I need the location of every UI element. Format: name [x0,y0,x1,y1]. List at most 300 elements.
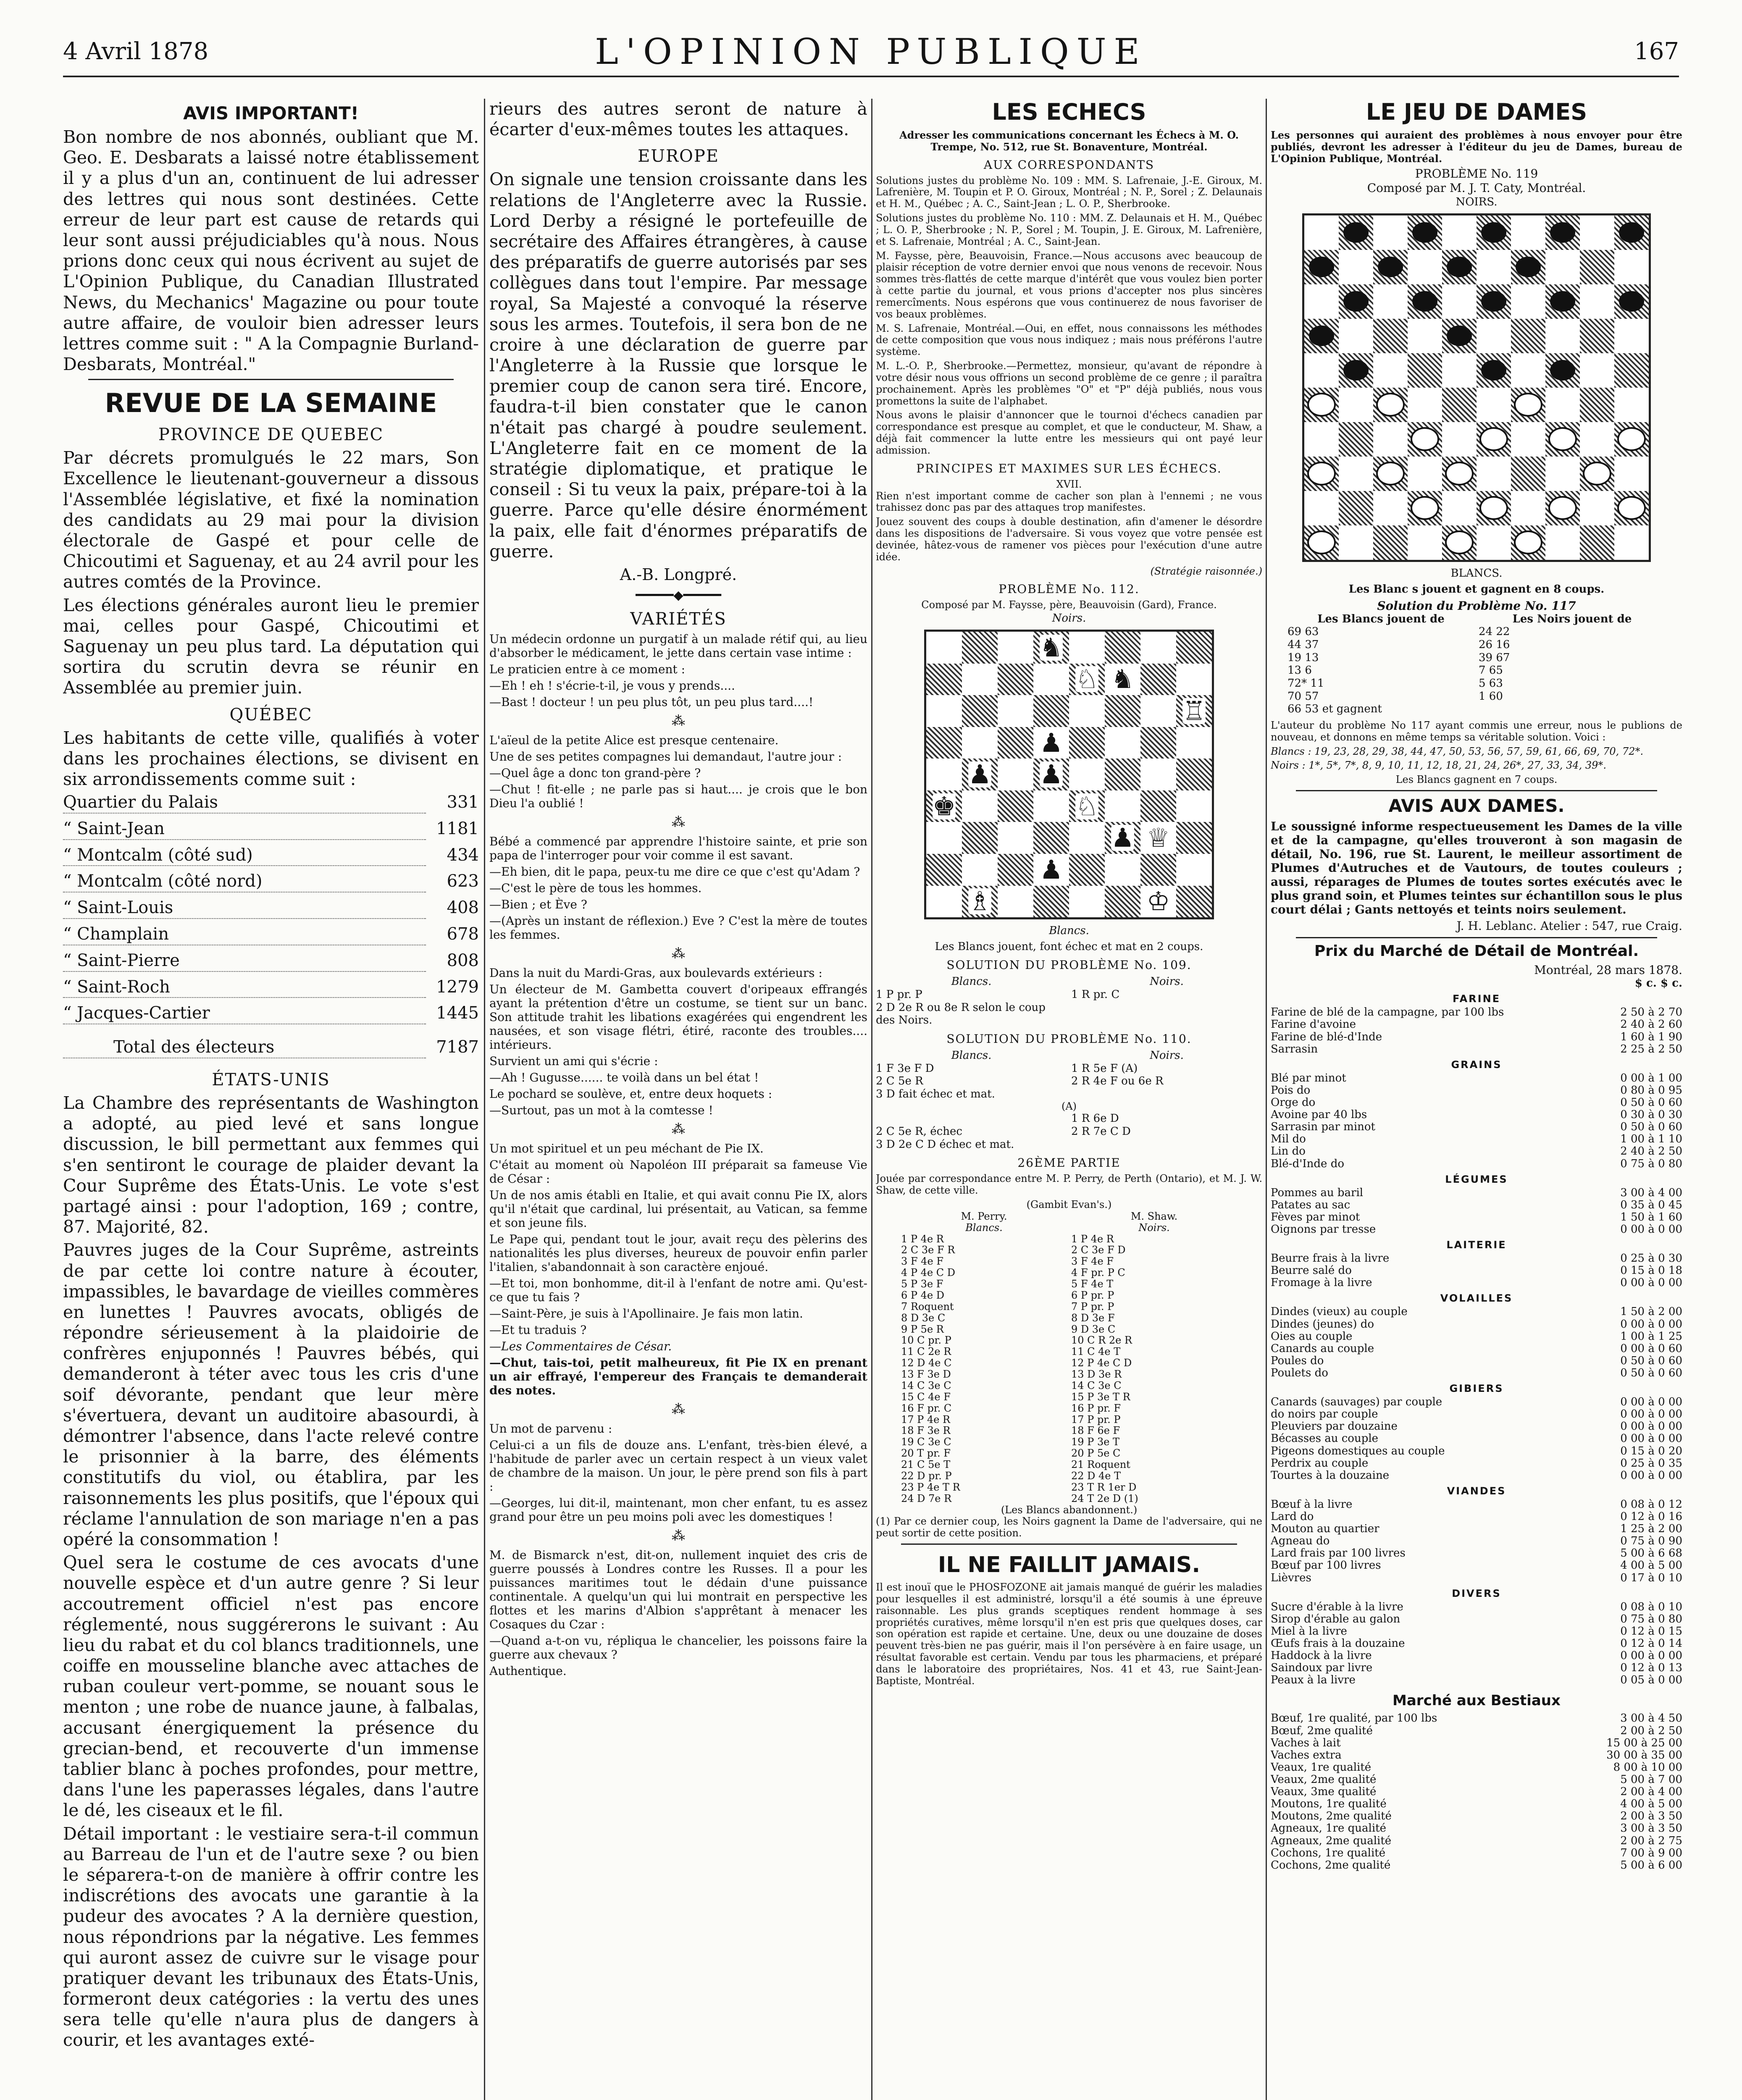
black-move: 2 C 3e F D [1071,1244,1126,1256]
price-row [1271,1043,1682,1055]
livestock-price: 3 00 à 3 50 [1620,1822,1682,1835]
checkers-square [1477,525,1511,560]
chess-piece: ♟ [1039,759,1063,790]
white-label: BLANCS. [1450,567,1503,580]
usa-title: ÉTATS-UNIS [212,1070,330,1090]
chess-problem-author: Composé par M. Faysse, père, Beauvoisin (Gard), France. [921,599,1217,611]
chess-square [1069,822,1105,854]
checkers-square [1373,353,1408,388]
white-piece [1479,496,1508,520]
price-item: Agneau do [1271,1535,1330,1548]
checkers-square [1304,422,1339,457]
livestock-row [1271,1847,1682,1859]
chess-piece: ♟ [1039,854,1063,885]
price-value: 0 80 à 0 95 [1620,1084,1682,1097]
price-row [1271,1031,1682,1043]
checkers-square [1339,284,1373,319]
black-piece [1412,291,1438,312]
livestock-item: Veaux, 1re qualité [1271,1761,1372,1774]
price-item: Mil do [1271,1133,1306,1146]
livestock-item: Vaches à lait [1271,1737,1341,1749]
chess-problem-title: PROBLÈME No. 112. [998,582,1140,596]
game-footnote: (1) Par ce dernier coup, les Noirs gagnent la Dame de l'adversaire, qui ne peut sortir de cette position. [876,1515,1262,1539]
checkers-square [1408,457,1442,491]
checkers-square [1580,525,1614,560]
white-move: 1 P 4e R [901,1233,944,1245]
price-value: 0 50 à 0 60 [1620,1354,1682,1367]
black-piece [1447,257,1472,277]
checkers-square [1580,215,1614,250]
price-row [1271,1662,1682,1674]
price-value: 0 08 à 0 10 [1620,1600,1682,1613]
chess-square [1033,759,1069,790]
black-move: 1 P 4e R [1071,1233,1114,1245]
chess-square [962,664,998,696]
black-piece [1378,257,1403,277]
checkers-square [1304,525,1339,560]
checkers-square [1442,215,1477,250]
checkers-square [1580,250,1614,284]
chess-square [1176,695,1212,727]
price-value: 1 50 à 1 60 [1620,1210,1682,1223]
divider [901,1544,1237,1545]
chess-square [1105,822,1140,854]
price-value: 0 00 à 0 60 [1620,1342,1682,1355]
checkers-square [1339,215,1373,250]
checkers-square [1339,491,1373,525]
price-value: 1 00 à 1 25 [1620,1330,1682,1343]
game-moves [876,1234,1262,1504]
checkers-square [1545,491,1580,525]
principes-body: Rien n'est important comme de cacher son plan à l'ennemi ; ne vous trahissez donc pas par des attaques trop manifestes. Jouez souvent des coups à double destination, afin d'amener le désordre dans les dispositions de l'adversaire. Si vous voyez que votre pensée est devinée, hâtez-vous de ramener vos pièces pour l'exécution d'une autre idée. (Stratégie raisonnée.) [876,490,1262,577]
white-move: 14 C 3e C [901,1379,951,1391]
price-row [1271,1318,1682,1331]
chess-square [1105,632,1140,664]
price-item: Dindes (vieux) au couple [1271,1306,1408,1318]
chess-square [926,727,962,759]
checkers-square [1477,388,1511,422]
black-piece [1343,360,1369,381]
black-move: 11 C 4e T [1071,1346,1121,1358]
chess-piece: ♞ [1111,664,1135,695]
price-value: 0 00 à 0 00 [1620,1396,1682,1409]
price-item: Blé-d'Inde do [1271,1158,1344,1170]
price-item: Pigeons domestiques au couple [1271,1445,1445,1457]
black-move: 7 P pr. P [1071,1300,1114,1312]
solution-109: Blancs. Noirs. 1 P pr. P 1 R pr. C 2 D 2e R ou 8e R selon le coup des Noirs. [876,975,1184,1027]
price-item: Pommes au baril [1271,1186,1364,1199]
chess-piece: ♟ [1039,727,1063,758]
black-piece [1481,291,1507,312]
price-row [1271,1133,1682,1145]
divider [1296,790,1657,791]
correspondents-title: AUX CORRESPONDANTS [983,158,1155,172]
principes-number: XVII. [1056,478,1082,490]
checkers-square [1304,353,1339,388]
white-move: 11 C 2e R [901,1346,951,1358]
chess-square [1176,886,1212,918]
column-1 [63,99,479,2100]
asterism: ⁂ [672,814,685,830]
black-label: NOIRS. [1456,195,1498,208]
chess-square [998,822,1033,854]
price-value: 0 00 à 0 00 [1620,1649,1682,1662]
livestock-row [1271,1859,1682,1872]
price-value: 0 12 à 0 13 [1620,1662,1682,1675]
chess-piece: ♖ [1182,696,1206,727]
varietes-title: VARIÉTÉS [630,609,727,629]
black-move: 12 P 4e C D [1071,1357,1132,1369]
checkers-square [1477,215,1511,250]
black-move: 24 T 2e D (1) [1071,1492,1138,1504]
checkers-square [1373,284,1408,319]
page-header [63,29,1679,77]
price-value: 0 25 à 0 35 [1620,1457,1682,1470]
checkers-square [1339,353,1373,388]
chess-square [1033,854,1069,886]
chess-square [1105,854,1140,886]
checkers-square [1614,422,1649,457]
price-row [1271,1097,1682,1109]
asterism: ⁂ [672,945,685,961]
checkers-square [1545,457,1580,491]
price-row [1271,1121,1682,1133]
price-item: Lard frais par 100 livres [1271,1547,1406,1560]
price-item: Beurre salé do [1271,1265,1352,1277]
chess-square [926,790,962,822]
checkers-square [1339,388,1373,422]
livestock-price: 2 00 à 2 75 [1620,1834,1682,1847]
white-piece [1514,530,1543,554]
checkers-square [1339,250,1373,284]
price-value: 3 00 à 4 00 [1620,1186,1682,1199]
price-row [1271,1559,1682,1572]
price-item: Dindes (jeunes) do [1271,1318,1374,1331]
black-move: 14 C 3e C [1071,1379,1122,1391]
checkers-square [1339,457,1373,491]
variation-label: (A) [1061,1100,1077,1112]
phosfozone-ad-title: IL NE FAILLIT JAMAIS. [938,1552,1201,1578]
usa-paragraph: Pauvres juges de la Cour Suprême, astreints de par cette loi contre nature à écouter, impassibles, le bavardage de vieilles commères en lunettes ! Pauvres avocats, obligés de répondre sérieusement à la plaidoirie de confrères enjuponnés ! Pauvres bébés, qui demanderont à téter avec tous les cris d'une soif dévorante, pendant que leur mère s'évertuera, devant un auditoire abasourdi, à démontrer l'absence, dans l'acte relevé contre le prisonnier à la barre, des éléments constitutifs du viol, ou établira, par les raisonnements les plus positifs, que l'époux qui réclame l'annulation de son mariage n'en a pas opéré la consommation ! [63,1240,479,1549]
white-move: 13 F 3e D [901,1368,951,1381]
chess-square [1033,822,1069,854]
chess-square [1176,854,1212,886]
price-item: Pois do [1271,1084,1311,1097]
checkers-square [1614,319,1649,353]
black-piece [1412,222,1438,243]
bestiaux-title: Marché aux Bestiaux [1393,1692,1561,1709]
price-row [1271,1470,1682,1482]
chess-square [1176,822,1212,854]
livestock-prices [1271,1712,1682,1871]
livestock-row [1271,1810,1682,1822]
checkers-square [1614,250,1649,284]
price-item: Mouton au quartier [1271,1523,1379,1536]
chess-square [998,886,1033,918]
chess-square [1105,759,1140,790]
chess-square [926,854,962,886]
checkers-square [1511,388,1545,422]
issue-date: 4 Avril 1878 [63,38,209,65]
checkers-square [1545,422,1580,457]
price-item: Oignons par tresse [1271,1223,1376,1236]
white-move: 24 D 7e R [901,1492,952,1504]
livestock-row [1271,1725,1682,1737]
checkers-square [1477,250,1511,284]
price-item: Canards au couple [1271,1342,1374,1355]
chess-square [998,632,1033,664]
white-piece [1376,393,1405,417]
chess-square [998,790,1033,822]
price-item: Sarrasin [1271,1043,1318,1055]
checkers-square [1477,284,1511,319]
livestock-item: Veaux, 3me qualité [1271,1786,1377,1798]
ornament-divider: ━━━━━◆━━━━━ [636,588,721,603]
white-move: 15 C 4e F [901,1391,951,1403]
black-move: 9 D 3e C [1071,1323,1116,1335]
dames-title: LE JEU DE DAMES [1366,99,1587,125]
price-value: 0 00 à 0 00 [1620,1223,1682,1236]
quarter-row: “ Champlain 678 [63,924,479,950]
price-item: Lin do [1271,1145,1306,1158]
white-move: 19 C 3e C [901,1436,951,1448]
quarter-row: “ Saint-Pierre 808 [63,950,479,977]
black-move: 22 D 4e T [1071,1470,1121,1482]
price-item: Miel à la livre [1271,1625,1347,1638]
checkers-square [1408,491,1442,525]
chess-square [998,727,1033,759]
price-value: 0 00 à 0 00 [1620,1276,1682,1289]
livestock-price: 8 00 à 10 00 [1613,1761,1682,1774]
price-item: Poules do [1271,1354,1324,1367]
price-item: Bœuf à la livre [1271,1498,1353,1511]
phosfozone-ad-text: Il est inouï que le PHOSFOZONE ait jamais manqué de guérir les maladies pour lesquelles il est administré, lorsqu'il a été soumis à une épreuve raisonnable. Les plus grands sceptiques rendent hommage à ses propriétés curatives, même lorsqu'il n'en est pris que quelques doses, car son opération est rapide et certaine. Une, deux ou une douzaine de doses peuvent très-bien ne pas guérir, mais il l'on persévère à en faire usage, un résultat favorable est certain. Vendu par tous les pharmaciens, et préparé dans le laboratoire des propriétaires, Nos. 41 et 43, rue Saint-Jean-Baptiste, Montréal. [876,1581,1262,1687]
quarter-row: Quartier du Palais 331 [63,792,479,819]
checkers-square [1545,215,1580,250]
chess-square [1176,759,1212,790]
checkers-square [1339,525,1373,560]
column-4 [1271,99,1682,2100]
partie-title: 26ÈME PARTIE [1017,1156,1121,1170]
solution-110-title: SOLUTION DU PROBLÈME No. 110. [946,1032,1192,1046]
checkers-square [1511,284,1545,319]
checkers-square [1477,422,1511,457]
chess-square [1105,695,1140,727]
checkers-square [1511,250,1545,284]
problem-117-erratum: L'auteur du problème No 117 ayant commis une erreur, nous le publions de nouveau, et donnons en même temps sa véritable solution. Voici : Blancs : 19, 23, 28, 29, 38, 44, 47, 50, 53, 56, 57, 59, 61, 66, 69, 70, 72*. Noirs : 1*, 5*, 7*, 8, 9, 10, 11, 12, 18, 21, 24, 26*, 27, 33, 34, 39*. Les Blancs gagnent en 7 coups. [1271,719,1682,786]
chess-square [1069,759,1105,790]
price-row [1271,1145,1682,1158]
price-item: Farine de blé de la campagne, par 100 lbs [1271,1006,1504,1019]
white-piece [1445,530,1474,554]
price-value: 2 40 à 2 60 [1620,1018,1682,1031]
price-category: FARINE [1452,993,1501,1005]
price-value: 0 50 à 0 60 [1620,1121,1682,1134]
checkers-square [1442,250,1477,284]
chess-square [1105,727,1140,759]
correspondents-body: Solutions justes du problème No. 109 : MM. S. Lafrenaie, J.-E. Giroux, M. Lafrenière, M. Toupin et P. O. Giroux, Montréal ; N. P., Sorel ; Z. Delaunais et H. M., Québec ; A. C., Saint-Jean ; L. O. P., Sherbrooke. Solutions justes du problème No. 110 : MM. Z. Delaunais et H. M., Québec ; L. O. P., Sherbrooke ; N. P., Sorel ; M. Toupin, J. E. Giroux, M. Lafrenière, et S. Lafrenaie, Montréal ; A. C., Saint-Jean. M. Faysse, père, Beauvoisin, France.—Nous accusons avec beaucoup de plaisir réception de votre dernier envoi que nous venons de recevoir. Nous sommes très-flattés de cette marque d'intérêt que vous voulez bien porter à cette partie du journal, et vous prions d'accepter nos plus sincères remercîments. Nous espérons que vous continuerez de nous favoriser de vos beaux problèmes. M. S. Lafrenaie, Montréal.—Oui, en effet, nous connaissons les méthodes de cette composition que vous nous indiquez ; mais nous préférons l'autre système. M. L.-O. P., Sherbrooke.—Permettez, monsieur, qu'avant de répondre à votre désir nous vous offrions un second problème de ce genre ; il paraîtra prochainement. Après les problèmes "O" et "P" déjà publiés, nous vous promettons la suite de l'alphabet. Nous avons le plaisir d'annoncer que le tournoi d'échecs canadien par correspondance est presque au complet, et que le conducteur, M. Shaw, a déjà fait commencer la lutte entre les messieurs qui ont payé leur admission. [876,174,1262,456]
livestock-item: Bœuf, 2me qualité [1271,1725,1373,1737]
chess-square [926,664,962,696]
price-row [1271,1084,1682,1097]
price-row [1271,1223,1682,1236]
checkers-square [1580,388,1614,422]
black-move: 17 P pr. P [1071,1413,1121,1425]
chess-square [926,759,962,790]
price-value: 0 00 à 0 00 [1620,1432,1682,1445]
price-item: Saindoux par livre [1271,1662,1373,1675]
chess-piece: ♕ [1146,822,1170,853]
chess-square [962,790,998,822]
echecs-title: LES ECHECS [992,99,1146,125]
livestock-item: Vaches extra [1271,1749,1342,1761]
white-piece [1376,462,1405,486]
black-move: 15 P 3e T R [1071,1391,1130,1403]
avis-title: AVIS IMPORTANT! [183,103,359,123]
livestock-price: 2 00 à 3 50 [1620,1810,1682,1823]
price-value: 1 25 à 2 00 [1620,1522,1682,1536]
checkers-square [1442,422,1477,457]
price-value: 0 00 à 0 00 [1620,1408,1682,1421]
checkers-square [1580,457,1614,491]
checkers-square [1614,457,1649,491]
dames-problem-author: Composé par M. J. T. Caty, Montréal. [1367,181,1586,195]
checkers-square [1511,525,1545,560]
checkers-square [1511,319,1545,353]
column-3 [876,99,1262,2100]
avis-dames-signature: J. H. Leblanc. Atelier : 547, rue Craig. [1456,919,1682,933]
dames-caption: Les Blanc s jouent et gagnent en 8 coups. [1348,583,1605,596]
checkers-square [1545,284,1580,319]
price-value: 0 12 à 0 14 [1620,1637,1682,1650]
checkers-square [1511,215,1545,250]
solution-109-title: SOLUTION DU PROBLÈME No. 109. [946,958,1192,972]
livestock-row [1271,1749,1682,1761]
price-row [1271,1523,1682,1535]
chess-piece: ♚ [932,790,956,822]
price-category: LÉGUMES [1445,1173,1508,1185]
checkers-square [1511,491,1545,525]
price-item: Peaux à la livre [1271,1674,1356,1687]
black-move: 23 T R 1er D [1071,1481,1137,1493]
price-row [1271,1650,1682,1662]
chess-piece: ♔ [1146,886,1170,917]
black-move: 10 C R 2e R [1071,1334,1132,1347]
checkers-square [1408,319,1442,353]
checkers-square [1511,457,1545,491]
checkers-square [1614,388,1649,422]
white-move: 23 P 4e T R [901,1481,960,1493]
quarter-row: “ Saint-Jean 1181 [63,819,479,845]
chess-square [1140,790,1176,822]
price-item: Beurre frais à la livre [1271,1252,1390,1265]
white-move: 17 P 4e R [901,1413,951,1425]
dames-problem-title: PROBLÈME No. 119 [1415,167,1538,181]
chess-square [1033,727,1069,759]
livestock-price: 7 00 à 9 00 [1620,1846,1682,1859]
checkers-square [1442,491,1477,525]
price-value: 1 00 à 1 10 [1620,1133,1682,1146]
checkers-square [1614,284,1649,319]
quebec-title: QUÉBEC [229,705,313,724]
white-piece [1307,393,1336,417]
black-move: 21 Roquent [1071,1459,1130,1471]
livestock-price: 3 00 à 4 50 [1620,1712,1682,1725]
quarter-row: “ Jacques-Cartier 1445 [63,1003,479,1029]
white-move: 18 F 3e R [901,1425,951,1437]
price-item: Lièvres [1271,1572,1311,1584]
checkers-square [1373,215,1408,250]
checkers-square [1545,319,1580,353]
checkers-square [1580,422,1614,457]
chess-square [962,759,998,790]
chess-square [962,632,998,664]
solution-117: Les Blancs jouent de Les Noirs jouent de 69 63 24 22 44 37 26 16 19 13 39 67 13 6 7 65 72* 11 5 63 70 57 1 60 66 53 et gagnent [1287,612,1632,716]
chess-square [1069,727,1105,759]
white-move: 2 C 3e F R [901,1244,955,1256]
divider [1296,937,1657,938]
price-row [1271,1511,1682,1523]
price-row [1271,1199,1682,1211]
price-item: Canards (sauvages) par couple [1271,1396,1442,1409]
checkers-square [1545,388,1580,422]
chess-square [1140,664,1176,696]
white-move: 4 P 4e C D [901,1267,956,1279]
chess-square [1140,632,1176,664]
price-value: 0 12 à 0 15 [1620,1625,1682,1638]
checkers-square [1511,422,1545,457]
price-value: 5 00 à 6 68 [1620,1547,1682,1560]
black-move: 4 F pr. P C [1071,1267,1125,1279]
price-item: Sarrasin par minot [1271,1121,1375,1134]
black-piece [1550,360,1576,381]
price-item: Blé par minot [1271,1072,1346,1084]
province-paragraph: Les élections générales auront lieu le premier mai, celles pour Gaspé, Chicoutimi et Saguenay un peu plus tard. La députation qui sortira du scrutin devra se réunir en Assemblée au premier juin. [63,595,479,698]
price-value: 0 50 à 0 60 [1620,1096,1682,1109]
europe-title: EUROPE [638,147,719,166]
asterism: ⁂ [672,1121,685,1137]
asterism: ⁂ [672,713,685,729]
price-item: Farine d'avoine [1271,1018,1356,1031]
price-value: 0 25 à 0 30 [1620,1252,1682,1265]
livestock-price: 2 00 à 4 00 [1620,1785,1682,1798]
price-category: GRAINS [1451,1058,1502,1071]
chess-square [1140,695,1176,727]
price-value: 0 08 à 0 12 [1620,1498,1682,1511]
price-row [1271,1343,1682,1355]
white-piece [1307,530,1336,554]
chess-square [1140,854,1176,886]
chess-square [998,759,1033,790]
price-item: Pleuviers par douzaine [1271,1420,1398,1433]
checkers-square [1442,319,1477,353]
chess-square [998,854,1033,886]
checkers-square [1408,525,1442,560]
white-piece [1411,496,1440,520]
province-title: PROVINCE DE QUEBEC [158,425,384,445]
price-row [1271,1457,1682,1470]
chess-square [998,695,1033,727]
price-value: 0 30 à 0 30 [1620,1108,1682,1121]
price-value: 0 00 à 0 00 [1620,1420,1682,1433]
quarter-row: “ Montcalm (côté sud) 434 [63,845,479,872]
varietes-body: Un médecin ordonne un purgatif à un malade rétif qui, au lieu d'absorber le médicament, le jette dans certain vase intime : Le praticien entre à ce moment : —Eh ! eh ! s'écrie-t-il, je vous y prends.... —Bast ! docteur ! un peu plus tôt, un peu plus tard....! ⁂ L'aïeul de la petite Alice est presque centenaire. Une de ses petites compagnes lui demandaut, l'autre jour : —Quel âge a donc ton grand-père ? —Chut ! fit-elle ; ne parle pas si haut.... je crois que le bon Dieu l'a oublié ! ⁂ Bébé a commencé par apprendre l'histoire sainte, et prie son papa de l'interroger pour voir comme il est savant. —Eh bien, dit le papa, peux-tu me dire ce que c'est qu'Adam ? —C'est le père de tous les hommes. —Bien ; et Ève ? —(Après un instant de réflexion.) Eve ? C'est la mère de toutes les femmes. ⁂ Dans la nuit du Mardi-Gras, aux boulevards extérieurs : Un électeur de M. Gambetta couvert d'oripeaux effrangés ayant la prétention d'être un costume, se tient sur un banc. Son attitude trahit les libations exagérées qui engendrent les nausées, et son visage flétri, étiré, raconte des troubles.... intérieurs. Survient un ami qui s'écrie : —Ah ! Gugusse...... te voilà dans un bel état ! Le pochard se soulève, et, entre deux hoquets : —Surtout, pas un mot à la comtesse ! ⁂ Un mot spirituel et un peu méchant de Pie IX. C'était au moment où Napoléon III préparait sa fameuse Vie de César : Un de nos amis établi en Italie, et qui avait connu Pie IX, alors qu'il n'était que cardinal, lui présentait, au Vatican, sa femme et son jeune fils. Le Pape qui, pendant tout le jour, avait reçu des pèlerins des nationalités les plus diverses, heureux de pouvoir enfin parler l'italien, s'abandonnait à son caractère enjoué. —Et toi, mon bonhomme, dit-il à l'enfant de notre ami. Qu'est-ce que tu fais ? —Saint-Père, je suis à l'Apollinaire. Je fais mon latin. —Et tu traduis ? —Les Commentaires de César. —Chut, tais-toi, petit malheureux, fit Pie IX en prenant un air effrayé, l'empereur des Français te demanderait des notes. ⁂ Un mot de parvenu : Celui-ci a un fils de douze ans. L'enfant, très-bien élevé, a l'habitude de parler avec un certain respect à un vieux valet de chambre de la maison. Un jour, le père prend son fils à part : —Georges, lui dit-il, maintenant, mon cher enfant, tu es assez grand pour être un peu moins poli avec les domestiques ! ⁂ M. de Bismarck n'est, dit-on, nullement inquiet des cris de guerre poussés à Londres contre les Russes. Il a pour les puissances maritimes tout le dédain d'une puissance continentale. A quelqu'un qui lui montrait en perspective les flottes et les marins d'Albion s'apprêtant à menacer les Cosaques du Czar : —Quand a-t-on vu, répliqua le chancelier, les poissons faire la guerre aux chevaux ? Authentique. [489,632,867,1678]
black-piece [1550,222,1576,243]
livestock-price: 5 00 à 6 00 [1620,1858,1682,1872]
chess-square [926,822,962,854]
black-piece [1481,360,1507,381]
divider [88,379,454,380]
